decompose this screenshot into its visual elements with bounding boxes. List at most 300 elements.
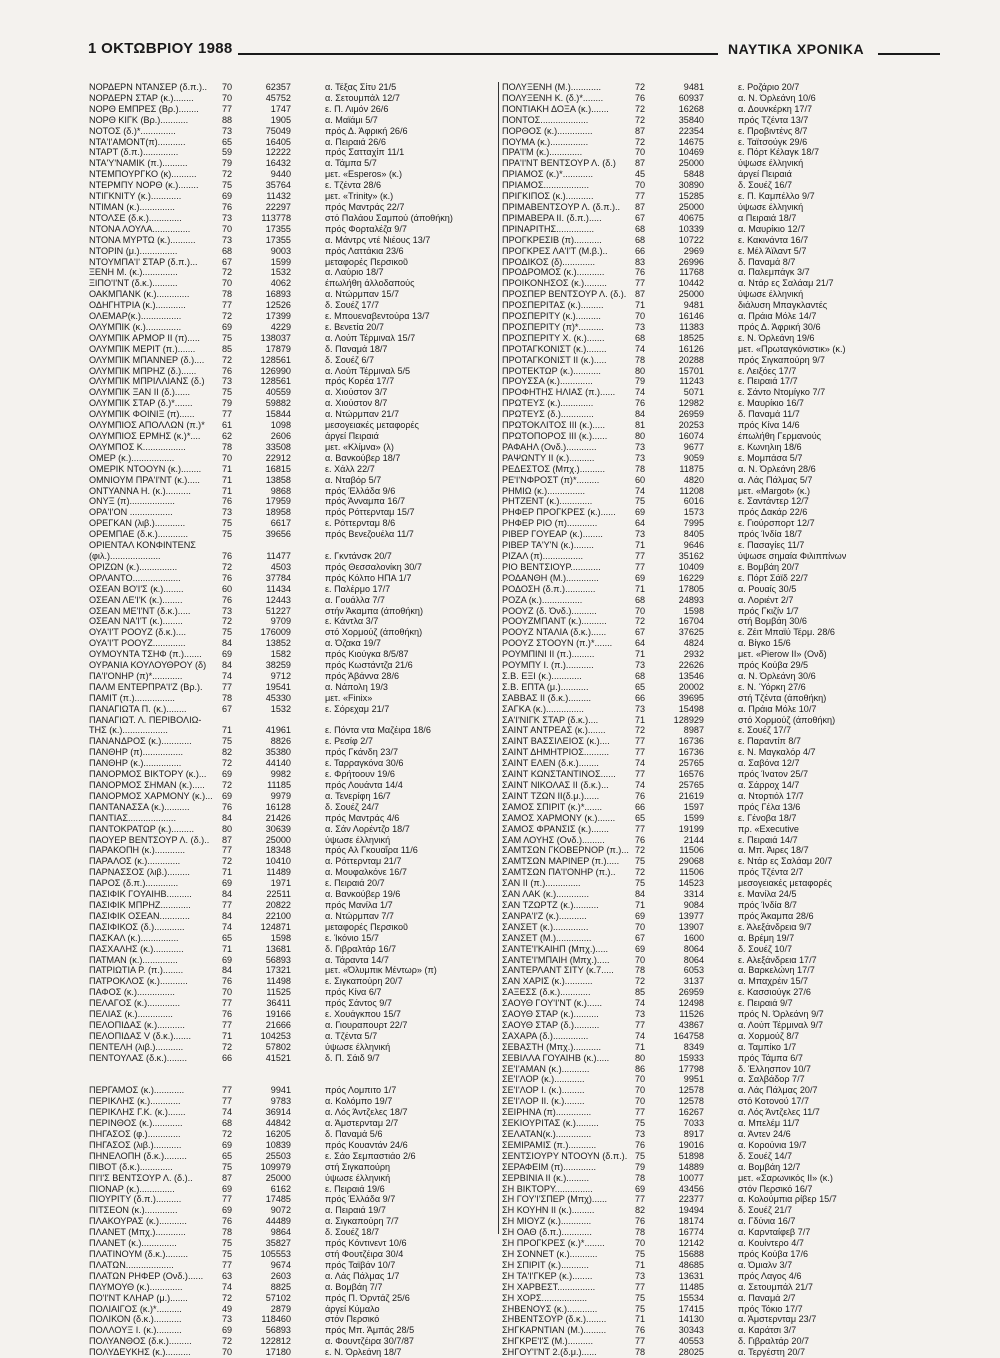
ship-name: ΡΟΥΜΠΥ Ι. (π.)...........: [502, 660, 594, 671]
build-year: 78: [634, 965, 646, 976]
ship-name: ΠΟΛΥΞΕΝΗ (Μ.)............: [502, 82, 602, 92]
location-status: μετ. «Margot» (κ.): [738, 485, 811, 496]
tonnage: 1598: [683, 605, 704, 616]
ship-row: [502, 93, 930, 104]
tonnage: 19199: [678, 823, 704, 834]
ship-row: [502, 638, 930, 649]
ship-name: ΠΑΝΑΓΙΩΤΑ Π. (κ.)........: [89, 703, 187, 714]
build-year: 72: [634, 114, 646, 125]
ship-row: [89, 82, 517, 93]
tonnage: 6053: [683, 965, 704, 976]
ship-table-left: [89, 82, 517, 1358]
build-year: 72: [221, 561, 233, 572]
build-year: 77: [221, 1194, 233, 1205]
ship-row: [502, 82, 930, 93]
tonnage: 16704: [678, 616, 704, 627]
tonnage: 4820: [683, 474, 704, 485]
build-year: 82: [634, 1205, 646, 1216]
location-status: μετ. «Όλυμπικ Μέντωρ» (π): [325, 965, 437, 976]
build-year: [201, 540, 239, 551]
location-status: α. Βανκούβερ 19/6: [325, 889, 401, 900]
build-year: 77: [221, 1019, 233, 1030]
ship-name: ΟΥΑ'Ι'Τ ΡΟΟΥΖ (δ.κ.)....: [89, 627, 187, 638]
ship-name: ΟΛΥΜΠΙΚ ΑΡΜΟΡ ΙΙ (π).....: [89, 332, 200, 343]
tonnage: 13907: [678, 921, 704, 932]
tonnage: 12142: [678, 1238, 704, 1249]
ship-row: [89, 202, 517, 213]
ship-row: [89, 453, 517, 464]
build-year: 69: [221, 1183, 233, 1194]
build-year: 77: [221, 103, 233, 114]
build-year: 76: [221, 594, 233, 605]
ship-name: ΣΑΝΣΕΤ (Μ.)..............: [502, 932, 592, 943]
build-year: 71: [221, 867, 233, 878]
location-status: πρός Τζέντα 2/7: [738, 867, 804, 878]
ship-name: ΡΗΜΙΩ (κ.)...............: [502, 485, 586, 496]
ship-row: [502, 180, 930, 191]
ship-row: [502, 464, 930, 475]
location-status: α. Μπελέμ 11/7: [738, 1118, 800, 1129]
location-status: πρός Ταϊβάν 10/7: [325, 1259, 396, 1270]
build-year: 76: [221, 572, 233, 583]
location-status: ύψωσε έλληνική: [325, 1041, 391, 1052]
ship-name: ΠΑΜΙΤ (π.)................: [89, 692, 175, 703]
build-year: 60: [221, 583, 233, 594]
location-status: δ. Π. Σάιδ 9/7: [325, 1052, 380, 1063]
build-year: 69: [221, 769, 233, 780]
tonnage: 1905: [270, 114, 291, 125]
ship-name: ΠΑΝΑΓΙΩΤ. Λ. ΠΕΡΙΒΟΛΙΩ-: [89, 714, 202, 725]
tonnage: 8064: [683, 943, 704, 954]
location-status: πρός Γκάνδη 23/7: [325, 747, 399, 758]
ship-name: ΡΟΔΑΝΘΗ (Μ.).............: [502, 572, 599, 583]
location-status: δ. Γιβραλτάρ 16/7: [325, 943, 397, 954]
build-year: 80: [634, 431, 646, 441]
tonnage: 16815: [265, 463, 291, 474]
build-year: 78: [634, 1347, 646, 1358]
build-year: 75: [634, 1118, 646, 1129]
ship-row: [89, 257, 517, 268]
location-status: α. Ντάρ ες Σαλάαμ 21/7: [738, 278, 834, 289]
tonnage: 41521: [265, 1052, 291, 1063]
ship-name: ΠΡΟΣΠΕΡΙΤΥ Χ. (κ.).......: [502, 332, 605, 343]
ship-name: ΠΟΛΥΑΝΘΟΣ (δ.κ.).........: [89, 1336, 192, 1347]
ship-row: [502, 1118, 930, 1129]
ship-row: [89, 911, 517, 922]
ship-row: [502, 1053, 930, 1064]
ship-row: [502, 813, 930, 824]
ship-name: ΠΙ'Ι'Σ ΒΕΝΤΣΟΥΡ Λ. (δ.)..: [89, 1172, 193, 1183]
ship-name: ΠΕΡΙΚΛΗΣ Γ.Κ. (κ.).......: [89, 1107, 186, 1118]
location-status: δ. Σουέζ 16/7: [738, 180, 793, 191]
tonnage: 11489: [266, 867, 291, 878]
build-year: 69: [221, 1325, 233, 1336]
build-year: 82: [221, 747, 233, 758]
ship-row: [89, 1304, 517, 1315]
location-status: πρός Κουαντάν 24/6: [325, 1139, 408, 1150]
ship-name: ΟΛΥΜΠΙΚ ΜΠΡΙΛΛΙΑΝΣ (δ.): [89, 376, 205, 387]
tonnage: 16405: [265, 136, 291, 147]
build-year: 87: [221, 834, 233, 845]
location-status: δ. Σουέζ 18/7: [325, 1227, 380, 1238]
ship-row: [502, 104, 930, 115]
ship-name: ΣΑΓΚΑ (κ.)...............: [502, 703, 584, 714]
ship-name: ΣΗΒΕΝΟΥΣ (κ.)............: [502, 1303, 598, 1314]
tonnage: 14130: [678, 1314, 704, 1325]
location-status: μεταφορές Περσικοῦ: [325, 256, 408, 267]
tonnage: 1573: [683, 507, 704, 518]
tonnage: 11432: [266, 191, 291, 202]
tonnage: 26996: [678, 256, 704, 267]
ship-name: ΝΤΟΝΑ ΜΥΡΤΩ (κ.)..........: [89, 234, 196, 245]
tonnage: 10410: [265, 856, 291, 867]
location-status: α. Τέξας Σίτυ 21/5: [325, 82, 397, 92]
ship-row: [89, 725, 517, 736]
ship-name: ΣΑΝΣΕΤ (κ.)..............: [502, 921, 589, 932]
build-year: 74: [634, 1030, 646, 1041]
build-year: 73: [634, 1009, 646, 1020]
tonnage: 30890: [678, 180, 704, 191]
build-year: 77: [634, 747, 646, 758]
ship-name: ΟΡΙΕΝΤΑΛ ΚΟΝΦΙΝΤΕΝΣ: [89, 540, 196, 551]
build-year: 87: [634, 158, 646, 169]
ship-name: ΠΡΩΤΕΥΣ (δ.).............: [502, 409, 594, 420]
ship-row: [89, 376, 517, 387]
ship-row: [502, 507, 930, 518]
ship-row: [89, 224, 517, 235]
ship-row: [89, 464, 517, 475]
build-year: 71: [634, 300, 646, 311]
build-year: 68: [634, 234, 646, 245]
ship-row: [89, 1053, 517, 1064]
location-status: μεσογειακές μεταφορές: [738, 878, 832, 889]
location-status: δ. Παναμά 5/6: [325, 1129, 383, 1139]
tonnage: 16205: [265, 1129, 291, 1139]
tonnage: 14889: [678, 1161, 704, 1172]
ship-name: ΠΡΩΤΕΥΣ (κ.).............: [502, 398, 594, 409]
tonnage: 11506: [679, 845, 704, 856]
ship-name: ΣΗ ΤΑ'Ι'ΓΚΕΡ (κ.)........: [502, 1270, 593, 1281]
build-year: 76: [221, 1216, 233, 1227]
ship-row: [89, 573, 517, 584]
ship-row: [89, 115, 517, 126]
ship-row: [502, 1304, 930, 1315]
location-status: α. Τενερίφη 16/7: [325, 790, 391, 801]
location-status: δ. Παναμά 18/7: [325, 343, 388, 354]
build-year: 64: [634, 518, 646, 529]
ship-row: [502, 1293, 930, 1304]
ship-row: [89, 1314, 517, 1325]
ship-name: ΠΛΑΤΙΝΟΥΜ (δ.κ.).........: [89, 1248, 189, 1259]
location-status: πρός Π. Όρντάζ 25/6: [325, 1292, 410, 1303]
build-year: 73: [221, 507, 233, 518]
ship-name: ΠΛΑΚΟΥΡΑΣ (κ.)...........: [89, 1216, 187, 1227]
ship-row: [89, 1096, 517, 1107]
ship-row: [502, 1260, 930, 1271]
tonnage: 15844: [265, 409, 291, 420]
ship-name: ΠΕΛΟΠΙΔΑΣ (κ.)...........: [89, 1019, 185, 1030]
tonnage: 40559: [265, 387, 291, 398]
tonnage: 113778: [261, 212, 291, 223]
ship-row: [89, 420, 517, 431]
ship-row: [502, 791, 930, 802]
ship-row: [502, 987, 930, 998]
ship-name: ΟΥΜΟΥΝΤΑ ΤΣΗΦ (π.).......: [89, 649, 202, 660]
build-year: 71: [634, 1259, 646, 1270]
build-year: 67: [634, 212, 646, 223]
ship-name: ΠΟΝΤΟΣ...................: [502, 114, 589, 125]
location-status: α. Τάμπα 5/7: [325, 158, 377, 169]
build-year: 78: [634, 354, 646, 365]
ship-row: [89, 1347, 517, 1358]
ship-name: ΠΕΡΓΑΜΟΣ (κ.)............: [89, 1085, 185, 1096]
build-year: [201, 1074, 239, 1085]
tonnage: 60937: [678, 92, 704, 103]
ship-name: ΡΟΟΥΖΜΠΑΝΤ (κ.)..........: [502, 616, 607, 627]
ship-row: [89, 235, 517, 246]
location-status: α. Πράια Μόλε 10/7: [738, 703, 817, 714]
location-status: α. Βίγκο 15/6: [738, 638, 791, 649]
ship-name: ΡΟΖΑ (κ.)................: [502, 594, 583, 605]
build-year: 67: [221, 703, 233, 714]
ship-name: ΠΟΝΤΙΑΚΗ ΔΟΞΑ (κ.).......: [502, 103, 609, 114]
build-year: 73: [221, 234, 233, 245]
tonnage: 8826: [270, 736, 291, 747]
location-status: πρός Λαττάκια 23/6: [325, 245, 404, 256]
location-status: ε. Ν. Όρλεάνη 19/6: [738, 332, 815, 343]
ship-name: ΠΡΟΥΣΣΑ (κ.).............: [502, 376, 593, 387]
tonnage: 16126: [678, 343, 704, 354]
tonnage: 18958: [265, 507, 291, 518]
tonnage: 59882: [265, 398, 291, 409]
build-year: 76: [221, 365, 233, 376]
tonnage: 9979: [270, 790, 291, 801]
build-year: 71: [221, 485, 233, 496]
tonnage: 33508: [265, 441, 291, 452]
tonnage: 44842: [265, 1118, 291, 1129]
ship-row: [502, 213, 930, 224]
tonnage: 18525: [678, 332, 704, 343]
tonnage: 26959: [678, 987, 704, 998]
ship-row: [89, 442, 517, 453]
ship-name: ΣΑΜΟΣ ΧΑΡΜΟΝΥ (κ.).......: [502, 812, 616, 823]
ship-row: [502, 409, 930, 420]
location-status: πρός Κόλπο ΗΠΑ 1/7: [325, 572, 412, 583]
ship-name: ΝΟΡΘ ΕΜΠΡΕΣ (Βρ.)........: [89, 103, 199, 114]
build-year: 77: [634, 561, 646, 572]
ship-name: ΠΟΛΥΔΕΥΚΗΣ (κ.)..........: [89, 1347, 191, 1358]
ship-name: ΟΣΕΑΝ ΜΕ'Ι'ΝΤ (δ.κ.).....: [89, 605, 191, 616]
ship-name: ΣΕΙΡΗΝΑ (π)..............: [502, 1107, 592, 1118]
build-year: 76: [634, 834, 646, 845]
location-status: ε. Πειραιά 17/7: [738, 376, 798, 387]
location-status: α. Νάπολη 19/3: [325, 681, 388, 692]
ship-name: ΣΑΝΡΑ'Ι'Ζ (κ.)...........: [502, 910, 587, 921]
ship-name: ΡΟΥΜΠΙΝΙ ΙΙ (π.).........: [502, 649, 595, 660]
ship-row: [89, 998, 517, 1009]
ship-name: ΠΡΟΔΡΟΜΟΣ (κ.)...........: [502, 267, 605, 278]
build-year: 70: [221, 223, 233, 234]
ship-row: [89, 758, 517, 769]
build-year: 73: [634, 1129, 646, 1139]
ship-table-right: [502, 82, 930, 1358]
build-year: 72: [634, 867, 646, 878]
build-year: 69: [221, 191, 233, 202]
ship-row: [502, 1325, 930, 1336]
ship-name: ΡΕΔΕΣΤΟΣ (Μπχ.)..........: [502, 463, 605, 474]
build-year: 72: [221, 1129, 233, 1139]
location-status: ε. Κωνηλιη 18/6: [738, 441, 802, 452]
ship-name: ΠΑΛΜ ΕΝΤΕΡΠΡΑ'Ι'Ζ (Βρ.).: [89, 681, 203, 692]
build-year: 84: [221, 812, 233, 823]
build-year: 77: [221, 998, 233, 1009]
ship-row: [89, 736, 517, 747]
build-year: 86: [634, 1063, 646, 1074]
location-status: πρός Κίνα 14/6: [738, 420, 800, 431]
location-status: ε. Π. Καμπέλλο 9/7: [738, 191, 815, 202]
build-year: 71: [634, 714, 646, 725]
location-status: πρός Αλ Γκουαΐρα 11/6: [325, 845, 418, 856]
ship-row: [502, 616, 930, 627]
ship-name: ΝΤΕΡΜΠΥ ΝΟΡΘ (κ.)........: [89, 180, 199, 191]
ship-row: [502, 922, 930, 933]
ship-name: ΣΑΝ ΧΑΡΙΣ (κ.)...........: [502, 976, 593, 987]
ship-name: ΝΤΙΓΚΝΙΤΥ (κ.)............: [89, 191, 182, 202]
build-year: 74: [634, 998, 646, 1009]
build-year: 69: [221, 649, 233, 660]
location-status: α. Κολούμπια ρίβερ 15/7: [738, 1194, 837, 1205]
build-year: 66: [221, 1052, 233, 1063]
build-year: 75: [634, 1303, 646, 1314]
tonnage: 25000: [678, 158, 704, 169]
ship-name: ΡΟΔΟΣΗ (δ.π.)............: [502, 583, 596, 594]
tonnage: 56893: [265, 1325, 291, 1336]
location-status: πρός Λομπιτο 1/7: [325, 1085, 397, 1096]
location-status: α. Σάρροχ 14/7: [738, 780, 800, 790]
ship-row: [502, 246, 930, 257]
location-status: δ. Σουέζ 17/7: [325, 300, 380, 311]
ship-name: ΟΝΤΥΑΝΝΑ Η. (κ.)..........: [89, 485, 191, 496]
ship-row: [89, 1031, 517, 1042]
tonnage: 9059: [683, 452, 704, 463]
location-status: ε. Μέλ Άϊλαντ 5/7: [738, 245, 807, 256]
tonnage: 22626: [678, 660, 704, 671]
ship-row: [502, 300, 930, 311]
ship-name: ΡΙΟ ΒΕΝΤΣΙΟΥΡ............: [502, 561, 601, 572]
tonnage: 22297: [265, 201, 291, 212]
tonnage: 43456: [678, 1183, 704, 1194]
location-status: α. Χορμούζ 8/7: [738, 1030, 800, 1041]
tonnage: 15285: [678, 191, 704, 202]
ship-row: [502, 1042, 930, 1053]
ship-name: ΠΑΦΟΣ (κ.)...............: [89, 987, 175, 998]
tonnage: 16229: [678, 572, 704, 583]
ship-name: ΣΑΜΟΣ ΦΡΑΝΣΙΣ (κ.).......: [502, 823, 609, 834]
build-year: 69: [221, 1139, 233, 1150]
ship-name: ΝΤΙΜΑΝ (κ.)..............: [89, 201, 175, 212]
tonnage: 16736: [678, 747, 704, 758]
build-year: 64: [634, 638, 646, 649]
location-status: ε. Πειραιά 9/7: [738, 998, 793, 1009]
build-year: 78: [634, 1172, 646, 1183]
tonnage: 16774: [678, 1227, 704, 1238]
tonnage: 16146: [678, 311, 704, 322]
build-year: 70: [221, 452, 233, 463]
tonnage: 2879: [270, 1303, 291, 1314]
ship-row: [502, 257, 930, 268]
ship-row: [89, 278, 517, 289]
ship-name: ΠΡΟΣΠΕΡΙΤΥ (κ.)..........: [502, 311, 601, 322]
ship-row: [89, 529, 517, 540]
location-status: στόν Περσικό 16/7: [738, 1183, 813, 1194]
tonnage: 17798: [678, 1063, 704, 1074]
location-status: α. Λάς Πάλμας 20/7: [738, 1085, 818, 1096]
ship-row: [502, 671, 930, 682]
tonnage: 35162: [678, 550, 704, 561]
location-status: α. Κουίντερο 4/7: [738, 1238, 804, 1249]
location-status: α. Σιγκαπούρη 7/7: [325, 1216, 399, 1227]
build-year: 65: [221, 136, 233, 147]
ship-row: [89, 791, 517, 802]
ship-name: ΡΙΒΕΡ ΓΟΥΕΑΡ (κ.)........: [502, 529, 603, 540]
location-status: πρός Γέλα 13/6: [738, 801, 801, 812]
ship-name: ΝΤΟΝΑ ΛΟΥΛΑ...............: [89, 223, 191, 234]
build-year: 72: [221, 169, 233, 180]
ship-name: ΝΟΤΟΣ (δ.)*..............: [89, 125, 176, 136]
location-status: α. Κολόμπο 19/7: [325, 1096, 393, 1107]
location-status: [297, 540, 517, 551]
tonnage: 4503: [270, 561, 291, 572]
location-status: πρός Μανίλα 1/7: [325, 899, 393, 910]
build-year: 70: [221, 92, 233, 103]
tonnage: 16432: [265, 158, 291, 169]
build-year: 77: [634, 1281, 646, 1292]
ship-name: ΠΡΙΓΚΙΠΟΣ (κ.)...........: [502, 191, 594, 202]
ship-name: ΟΛΥΜΠΙΚ ΜΠΡΗΖ (δ.)......: [89, 365, 197, 376]
build-year: 72: [634, 616, 646, 627]
location-status: α. Ντώρμπαν 7/7: [325, 910, 394, 921]
ship-row: [89, 486, 517, 497]
build-year: 69: [221, 878, 233, 889]
location-status: μετ. «Pierow II» (Ονδ): [738, 649, 827, 660]
location-status: α. Χιούστον 3/7: [325, 387, 388, 398]
ship-name: ΠΑ'Ι'ΟΝΗΡ (π)*............: [89, 670, 183, 681]
tonnage: 6617: [270, 518, 291, 529]
ship-row: [89, 1282, 517, 1293]
build-year: 74: [221, 921, 233, 932]
ship-name: ΟΥΡΑΝΙΑ ΚΟΥΛΟΥΘΡΟΥ (δ): [89, 660, 207, 671]
location-status: α. Μαϊάμι 5/7: [325, 114, 378, 125]
tonnage: 10839: [265, 1139, 291, 1150]
tonnage: 11477: [266, 550, 291, 561]
build-year: 72: [221, 1041, 233, 1052]
tonnage: 11208: [679, 485, 704, 496]
build-year: 87: [634, 201, 646, 212]
location-status: α. Όζακα 19/7: [325, 638, 381, 649]
tonnage: 13631: [678, 1270, 704, 1281]
tonnage: 41961: [265, 725, 291, 736]
tonnage: 1098: [270, 420, 291, 431]
build-year: 80: [221, 823, 233, 834]
tonnage: 15534: [678, 1292, 704, 1303]
location-status: πρός Κορέα 17/7: [325, 376, 395, 387]
ship-name: ΠΑΝΟΡΜΟΣ ΣΗΜΑΝ (κ.).....: [89, 780, 205, 790]
location-status: πρός Τάμπα 6/7: [738, 1052, 803, 1063]
ship-name: ΝΤΟΛΣΕ (δ.κ.).............: [89, 212, 182, 223]
build-year: 73: [221, 125, 233, 136]
ship-name: ΡΟΟΥΖ ΝΤΑΛΙΑ (δ.κ.)......: [502, 627, 607, 638]
ship-row: [89, 267, 517, 278]
